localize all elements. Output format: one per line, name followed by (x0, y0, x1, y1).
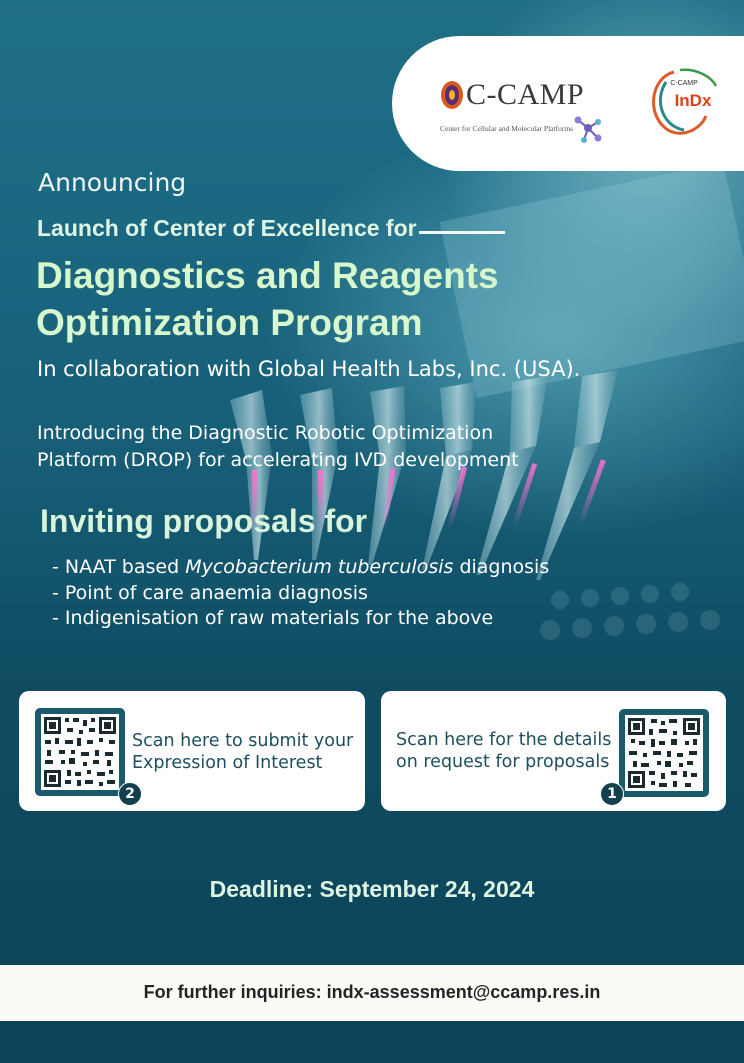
proposal-topics-list (52, 555, 549, 632)
indx-top-label: C-CAMP (670, 80, 698, 87)
item1-prefix: - NAAT based (52, 556, 186, 578)
item1-species: Mycobacterium tuberculosis (185, 556, 454, 578)
ccamp-cell-icon (438, 78, 466, 112)
announcing-label: Announcing (38, 168, 187, 197)
program-title-line-1: Diagnostics and Reagents (36, 255, 499, 296)
eoi-qr-code[interactable] (35, 708, 125, 796)
launch-heading-text: Launch of Center of Excellence for (37, 215, 417, 241)
qr-code-icon (625, 715, 703, 791)
inviting-proposals-heading: Inviting proposals for (40, 503, 368, 539)
indx-logo (644, 64, 724, 144)
indx-wordmark: InDx (674, 91, 712, 110)
deadline-text: Deadline: September 24, 2024 (209, 876, 535, 902)
eoi-caption-line-1: Scan here to submit your (132, 731, 354, 751)
drop-intro-line-2: Platform (DROP) for accelerating IVD development (37, 449, 519, 471)
list-item (52, 555, 549, 581)
ccamp-subtitle: Center for Cellular and Molecular Platforms (440, 124, 574, 133)
inquiries-contact[interactable]: For further inquiries: indx-assessment@ccamp.res.in (143, 982, 601, 1002)
drop-intro-line-1: Introducing the Diagnostic Robotic Optimization (37, 422, 494, 444)
rfp-qr-caption (396, 729, 611, 773)
molecule-icon (572, 112, 604, 146)
indx-loop-icon (644, 64, 724, 144)
program-title-line-2: Optimization Program (36, 302, 423, 343)
step-number-badge: 2 (118, 782, 142, 806)
drop-intro (37, 420, 519, 474)
inquiries-band (0, 965, 744, 1021)
eoi-caption-line-2: Expression of Interest (132, 753, 323, 773)
ccamp-logo (438, 72, 608, 142)
eoi-qr-card[interactable] (19, 691, 365, 811)
program-title (36, 252, 499, 346)
qr-code-icon (41, 714, 119, 790)
collaboration-text: In collaboration with Global Health Labs, Inc. (USA). (37, 357, 581, 381)
rfp-qr-code[interactable] (619, 709, 709, 797)
item1-suffix: diagnosis (453, 556, 550, 578)
rfp-caption-line-2: on request for proposals (396, 752, 610, 772)
rfp-details-qr-card[interactable] (381, 691, 726, 811)
list-item: - Indigenisation of raw materials for the above (52, 607, 494, 629)
launch-underline-rule (419, 231, 505, 234)
rfp-caption-line-1: Scan here for the details (396, 730, 612, 750)
list-item: - Point of care anaemia diagnosis (52, 581, 368, 604)
logo-panel (392, 36, 744, 171)
eoi-qr-caption (132, 730, 353, 774)
ccamp-wordmark: C-CAMP (466, 78, 585, 111)
launch-heading (37, 215, 505, 242)
step-number-badge: 1 (600, 782, 624, 806)
